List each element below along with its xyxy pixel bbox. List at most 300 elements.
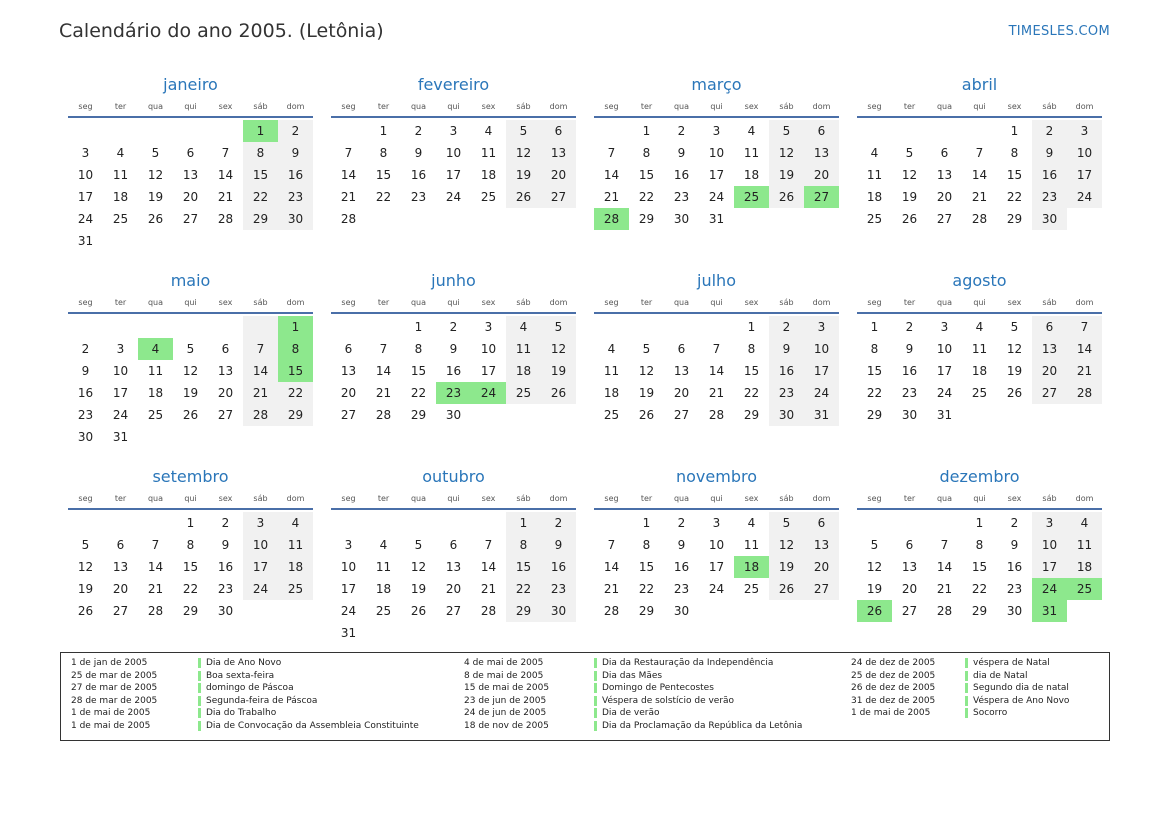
weekday-label: sex bbox=[218, 297, 233, 307]
weekday-label: qui bbox=[973, 101, 986, 111]
empty-cell bbox=[594, 120, 629, 142]
empty-cell bbox=[366, 316, 401, 338]
holiday-day: 1 bbox=[243, 120, 278, 142]
weekday-header bbox=[857, 292, 1102, 314]
day-cell: 15 bbox=[638, 560, 655, 574]
weekday-label: dom bbox=[549, 493, 568, 503]
day-cell: 4 bbox=[506, 316, 541, 338]
day-cell: 5 bbox=[506, 120, 541, 142]
day-cell: 19 bbox=[638, 386, 655, 400]
day-cell: 8 bbox=[379, 146, 388, 160]
day-cell: 14 bbox=[147, 560, 164, 574]
weekday-header bbox=[857, 96, 1102, 118]
day-cell: 28 bbox=[1067, 382, 1102, 404]
month-name: agosto bbox=[952, 271, 1007, 290]
day-cell: 29 bbox=[1006, 212, 1023, 226]
day-cell: 15 bbox=[506, 556, 541, 578]
day-cell: 16 bbox=[278, 164, 313, 186]
day-cell: 20 bbox=[112, 582, 129, 596]
holiday-day: 4 bbox=[138, 338, 173, 360]
weekday-label: sex bbox=[481, 297, 496, 307]
holiday-day: 24 bbox=[471, 382, 506, 404]
day-cell: 25 bbox=[375, 604, 392, 618]
day-cell: 3 bbox=[449, 124, 458, 138]
month-name: abril bbox=[961, 75, 998, 94]
day-cell: 4 bbox=[116, 146, 125, 160]
day-cell: 30 bbox=[901, 408, 918, 422]
day-cell: 9 bbox=[221, 538, 230, 552]
empty-cell bbox=[331, 512, 366, 534]
day-cell: 2 bbox=[905, 320, 914, 334]
weekday-label: sex bbox=[1007, 297, 1022, 307]
month-janeiro bbox=[68, 74, 313, 270]
day-cell: 12 bbox=[77, 560, 94, 574]
day-cell: 9 bbox=[769, 338, 804, 360]
day-cell: 1 bbox=[506, 512, 541, 534]
weekday-label: seg bbox=[604, 297, 619, 307]
day-cell: 25 bbox=[506, 382, 541, 404]
day-cell: 2 bbox=[449, 320, 458, 334]
empty-cell bbox=[103, 120, 138, 142]
day-cell: 31 bbox=[112, 430, 129, 444]
day-cell: 13 bbox=[901, 560, 918, 574]
empty-cell bbox=[366, 512, 401, 534]
day-cell: 10 bbox=[936, 342, 953, 356]
day-cell: 18 bbox=[278, 556, 313, 578]
day-cell: 30 bbox=[673, 212, 690, 226]
day-cell: 29 bbox=[182, 604, 199, 618]
empty-cell bbox=[138, 120, 173, 142]
day-cell: 5 bbox=[769, 512, 804, 534]
day-cell: 20 bbox=[182, 190, 199, 204]
holiday-day: 8 bbox=[278, 338, 313, 360]
day-cell: 13 bbox=[541, 142, 576, 164]
day-cell: 22 bbox=[638, 190, 655, 204]
day-cell: 8 bbox=[243, 142, 278, 164]
weekday-label: ter bbox=[640, 297, 653, 307]
weekday-label: sáb bbox=[253, 493, 268, 503]
day-cell: 24 bbox=[1067, 186, 1102, 208]
day-cell: 5 bbox=[1010, 320, 1019, 334]
day-cell: 14 bbox=[375, 364, 392, 378]
day-cell: 7 bbox=[975, 146, 984, 160]
days-grid bbox=[594, 512, 839, 622]
weekday-label: dom bbox=[1075, 297, 1094, 307]
day-cell: 5 bbox=[905, 146, 914, 160]
day-cell: 3 bbox=[1067, 120, 1102, 142]
weekday-label: sáb bbox=[779, 101, 794, 111]
month-name: maio bbox=[170, 271, 211, 290]
day-cell: 14 bbox=[971, 168, 988, 182]
legend-date: 26 de dez de 2005 bbox=[851, 683, 936, 693]
day-cell: 18 bbox=[375, 582, 392, 596]
day-cell: 27 bbox=[445, 604, 462, 618]
day-cell: 9 bbox=[541, 534, 576, 556]
day-cell: 6 bbox=[221, 342, 230, 356]
day-cell: 28 bbox=[147, 604, 164, 618]
month-name: novembro bbox=[676, 467, 757, 486]
day-cell: 17 bbox=[340, 582, 357, 596]
day-cell: 1 bbox=[186, 516, 195, 530]
weekday-label: ter bbox=[377, 297, 390, 307]
month-name: junho bbox=[431, 271, 476, 290]
weekday-header bbox=[331, 96, 576, 118]
day-cell: 24 bbox=[445, 190, 462, 204]
day-cell: 3 bbox=[344, 538, 353, 552]
weekday-header bbox=[68, 96, 313, 118]
legend-holiday-name: Dia de verão bbox=[594, 708, 660, 718]
empty-cell bbox=[68, 120, 103, 142]
day-cell: 21 bbox=[936, 582, 953, 596]
day-cell: 25 bbox=[278, 578, 313, 600]
day-cell: 12 bbox=[866, 560, 883, 574]
day-cell: 7 bbox=[344, 146, 353, 160]
weekday-label: sáb bbox=[516, 101, 531, 111]
day-cell: 22 bbox=[866, 386, 883, 400]
day-cell: 22 bbox=[243, 186, 278, 208]
day-cell: 17 bbox=[936, 364, 953, 378]
day-cell: 20 bbox=[217, 386, 234, 400]
empty-cell bbox=[594, 512, 629, 534]
weekday-label: qua bbox=[936, 101, 953, 111]
weekday-label: seg bbox=[867, 297, 882, 307]
day-cell: 25 bbox=[971, 386, 988, 400]
day-cell: 9 bbox=[677, 538, 686, 552]
day-cell: 11 bbox=[603, 364, 620, 378]
day-cell: 24 bbox=[243, 578, 278, 600]
empty-cell bbox=[243, 316, 278, 338]
weekday-label: qua bbox=[147, 297, 164, 307]
day-cell: 9 bbox=[905, 342, 914, 356]
day-cell: 3 bbox=[940, 320, 949, 334]
day-cell: 10 bbox=[804, 338, 839, 360]
empty-cell bbox=[594, 316, 629, 338]
day-cell: 16 bbox=[541, 556, 576, 578]
day-cell: 10 bbox=[708, 146, 725, 160]
day-cell: 18 bbox=[112, 190, 129, 204]
day-cell: 24 bbox=[340, 604, 357, 618]
day-cell: 31 bbox=[936, 408, 953, 422]
day-cell: 30 bbox=[673, 604, 690, 618]
weekday-label: sex bbox=[744, 493, 759, 503]
holiday-day: 25 bbox=[1067, 578, 1102, 600]
day-cell: 1 bbox=[975, 516, 984, 530]
day-cell: 10 bbox=[243, 534, 278, 556]
weekday-label: qui bbox=[447, 101, 460, 111]
day-cell: 23 bbox=[1006, 582, 1023, 596]
weekday-label: sex bbox=[744, 101, 759, 111]
day-cell: 14 bbox=[243, 360, 278, 382]
month-junho bbox=[331, 270, 576, 466]
day-cell: 22 bbox=[182, 582, 199, 596]
day-cell: 21 bbox=[603, 190, 620, 204]
month-name: julho bbox=[697, 271, 736, 290]
legend-holiday-name: Véspera de Ano Novo bbox=[965, 696, 1069, 706]
day-cell: 17 bbox=[804, 360, 839, 382]
day-cell: 1 bbox=[379, 124, 388, 138]
month-fevereiro bbox=[331, 74, 576, 270]
day-cell: 24 bbox=[112, 408, 129, 422]
day-cell: 11 bbox=[1067, 534, 1102, 556]
month-março bbox=[594, 74, 839, 270]
day-cell: 25 bbox=[480, 190, 497, 204]
day-cell: 18 bbox=[506, 360, 541, 382]
weekday-header bbox=[331, 488, 576, 510]
day-cell: 17 bbox=[480, 364, 497, 378]
day-cell: 19 bbox=[410, 582, 427, 596]
weekday-label: ter bbox=[114, 297, 127, 307]
legend-holiday-name: Dia de Ano Novo bbox=[198, 658, 281, 668]
legend-holiday-name: domingo de Páscoa bbox=[198, 683, 294, 693]
day-cell: 29 bbox=[410, 408, 427, 422]
weekday-label: sáb bbox=[779, 493, 794, 503]
days-grid bbox=[68, 120, 313, 252]
legend-date: 1 de mai de 2005 bbox=[71, 720, 151, 731]
day-cell: 25 bbox=[147, 408, 164, 422]
day-cell: 30 bbox=[1006, 604, 1023, 618]
day-cell: 16 bbox=[445, 364, 462, 378]
holiday-day: 1 bbox=[278, 316, 313, 338]
day-cell: 23 bbox=[901, 386, 918, 400]
day-cell: 19 bbox=[866, 582, 883, 596]
day-cell: 20 bbox=[673, 386, 690, 400]
day-cell: 12 bbox=[901, 168, 918, 182]
day-cell: 17 bbox=[112, 386, 129, 400]
day-cell: 7 bbox=[151, 538, 160, 552]
day-cell: 22 bbox=[410, 386, 427, 400]
day-cell: 29 bbox=[638, 212, 655, 226]
day-cell: 10 bbox=[445, 146, 462, 160]
weekday-label: qua bbox=[673, 493, 690, 503]
day-cell: 21 bbox=[708, 386, 725, 400]
weekday-label: sáb bbox=[1042, 493, 1057, 503]
day-cell: 20 bbox=[936, 190, 953, 204]
days-grid bbox=[68, 316, 313, 448]
legend-holiday-name: Véspera de solstício de verão bbox=[594, 696, 734, 706]
day-cell: 9 bbox=[677, 146, 686, 160]
weekday-label: qui bbox=[710, 101, 723, 111]
days-grid bbox=[857, 120, 1102, 230]
day-cell: 6 bbox=[186, 146, 195, 160]
empty-cell bbox=[857, 512, 892, 534]
day-cell: 29 bbox=[971, 604, 988, 618]
day-cell: 19 bbox=[901, 190, 918, 204]
weekday-label: qua bbox=[147, 101, 164, 111]
day-cell: 27 bbox=[804, 578, 839, 600]
day-cell: 21 bbox=[340, 190, 357, 204]
site-link[interactable]: TIMESLES.COM bbox=[1008, 24, 1110, 39]
day-cell: 10 bbox=[480, 342, 497, 356]
day-cell: 14 bbox=[936, 560, 953, 574]
day-cell: 11 bbox=[743, 538, 760, 552]
day-cell: 22 bbox=[278, 382, 313, 404]
month-name: março bbox=[691, 75, 742, 94]
day-cell: 26 bbox=[769, 186, 804, 208]
day-cell: 9 bbox=[414, 146, 423, 160]
empty-cell bbox=[331, 316, 366, 338]
legend-holiday-name: dia de Natal bbox=[965, 671, 1028, 681]
day-cell: 19 bbox=[769, 164, 804, 186]
day-cell: 8 bbox=[642, 146, 651, 160]
empty-cell bbox=[401, 512, 436, 534]
empty-cell bbox=[436, 512, 471, 534]
day-cell: 22 bbox=[743, 386, 760, 400]
day-cell: 27 bbox=[673, 408, 690, 422]
weekday-label: qua bbox=[410, 493, 427, 503]
legend-holiday-name: Segunda-feira de Páscoa bbox=[198, 696, 317, 706]
holiday-day: 27 bbox=[804, 186, 839, 208]
day-cell: 27 bbox=[217, 408, 234, 422]
day-cell: 2 bbox=[414, 124, 423, 138]
day-cell: 28 bbox=[936, 604, 953, 618]
day-cell: 6 bbox=[940, 146, 949, 160]
day-cell: 23 bbox=[673, 582, 690, 596]
day-cell: 26 bbox=[182, 408, 199, 422]
weekday-label: qui bbox=[184, 101, 197, 111]
day-cell: 9 bbox=[1032, 142, 1067, 164]
empty-cell bbox=[927, 512, 962, 534]
day-cell: 11 bbox=[480, 146, 497, 160]
day-cell: 14 bbox=[603, 168, 620, 182]
day-cell: 20 bbox=[340, 386, 357, 400]
day-cell: 13 bbox=[217, 364, 234, 378]
weekday-label: sáb bbox=[253, 297, 268, 307]
day-cell: 6 bbox=[677, 342, 686, 356]
month-name: dezembro bbox=[939, 467, 1020, 486]
day-cell: 8 bbox=[870, 342, 879, 356]
day-cell: 23 bbox=[77, 408, 94, 422]
day-cell: 26 bbox=[1006, 386, 1023, 400]
calendar-grid bbox=[68, 74, 1102, 656]
day-cell: 4 bbox=[870, 146, 879, 160]
day-cell: 7 bbox=[607, 146, 616, 160]
weekday-label: ter bbox=[377, 101, 390, 111]
empty-cell bbox=[208, 120, 243, 142]
weekday-label: ter bbox=[903, 493, 916, 503]
day-cell: 4 bbox=[747, 516, 756, 530]
day-cell: 2 bbox=[677, 124, 686, 138]
month-novembro bbox=[594, 466, 839, 656]
day-cell: 23 bbox=[541, 578, 576, 600]
day-cell: 28 bbox=[375, 408, 392, 422]
weekday-label: dom bbox=[812, 297, 831, 307]
day-cell: 18 bbox=[480, 168, 497, 182]
empty-cell bbox=[208, 316, 243, 338]
weekday-label: dom bbox=[1075, 101, 1094, 111]
day-cell: 11 bbox=[147, 364, 164, 378]
day-cell: 8 bbox=[747, 342, 756, 356]
month-name: janeiro bbox=[163, 75, 218, 94]
day-cell: 15 bbox=[182, 560, 199, 574]
day-cell: 24 bbox=[804, 382, 839, 404]
weekday-label: qui bbox=[447, 493, 460, 503]
day-cell: 2 bbox=[541, 512, 576, 534]
weekday-label: seg bbox=[341, 297, 356, 307]
weekday-label: dom bbox=[1075, 493, 1094, 503]
legend-date: 24 de dez de 2005 bbox=[851, 658, 936, 668]
day-cell: 15 bbox=[971, 560, 988, 574]
day-cell: 9 bbox=[1010, 538, 1019, 552]
day-cell: 9 bbox=[449, 342, 458, 356]
day-cell: 21 bbox=[1067, 360, 1102, 382]
weekday-label: sex bbox=[1007, 101, 1022, 111]
days-grid bbox=[331, 120, 576, 230]
weekday-label: qua bbox=[936, 297, 953, 307]
legend-date: 25 de mar de 2005 bbox=[71, 670, 158, 681]
day-cell: 5 bbox=[870, 538, 879, 552]
legend-holiday-name: Socorro bbox=[965, 708, 1007, 718]
day-cell: 21 bbox=[217, 190, 234, 204]
day-cell: 28 bbox=[708, 408, 725, 422]
holiday-day: 31 bbox=[1032, 600, 1067, 622]
weekday-label: qua bbox=[673, 297, 690, 307]
weekday-header bbox=[594, 96, 839, 118]
day-cell: 26 bbox=[147, 212, 164, 226]
holiday-day: 26 bbox=[857, 600, 892, 622]
day-cell: 30 bbox=[1032, 208, 1067, 230]
day-cell: 17 bbox=[445, 168, 462, 182]
day-cell: 5 bbox=[642, 342, 651, 356]
weekday-label: qua bbox=[936, 493, 953, 503]
legend-date: 1 de mai de 2005 bbox=[851, 708, 931, 718]
day-cell: 18 bbox=[971, 364, 988, 378]
legend-date: 1 de jan de 2005 bbox=[71, 658, 148, 668]
day-cell: 30 bbox=[217, 604, 234, 618]
day-cell: 31 bbox=[804, 404, 839, 426]
weekday-label: dom bbox=[286, 101, 305, 111]
day-cell: 13 bbox=[804, 534, 839, 556]
weekday-label: dom bbox=[286, 493, 305, 503]
day-cell: 26 bbox=[541, 382, 576, 404]
day-cell: 8 bbox=[186, 538, 195, 552]
weekday-header bbox=[68, 292, 313, 314]
day-cell: 24 bbox=[708, 190, 725, 204]
day-cell: 6 bbox=[804, 512, 839, 534]
day-cell: 23 bbox=[410, 190, 427, 204]
weekday-label: qui bbox=[710, 493, 723, 503]
day-cell: 11 bbox=[743, 146, 760, 160]
day-cell: 3 bbox=[484, 320, 493, 334]
month-name: fevereiro bbox=[417, 75, 490, 94]
day-cell: 4 bbox=[484, 124, 493, 138]
weekday-label: ter bbox=[114, 493, 127, 503]
empty-cell bbox=[892, 120, 927, 142]
day-cell: 7 bbox=[940, 538, 949, 552]
day-cell: 5 bbox=[541, 316, 576, 338]
empty-cell bbox=[664, 316, 699, 338]
legend-date: 27 de mar de 2005 bbox=[71, 683, 158, 693]
weekday-label: seg bbox=[78, 101, 93, 111]
month-outubro bbox=[331, 466, 576, 656]
day-cell: 2 bbox=[221, 516, 230, 530]
day-cell: 21 bbox=[375, 386, 392, 400]
day-cell: 16 bbox=[77, 386, 94, 400]
day-cell: 18 bbox=[743, 168, 760, 182]
weekday-label: sex bbox=[744, 297, 759, 307]
weekday-label: qui bbox=[973, 493, 986, 503]
day-cell: 3 bbox=[1032, 512, 1067, 534]
day-cell: 14 bbox=[340, 168, 357, 182]
day-cell: 13 bbox=[673, 364, 690, 378]
day-cell: 11 bbox=[506, 338, 541, 360]
weekday-label: dom bbox=[549, 297, 568, 307]
day-cell: 29 bbox=[243, 208, 278, 230]
holiday-day: 24 bbox=[1032, 578, 1067, 600]
weekday-label: seg bbox=[867, 493, 882, 503]
day-cell: 10 bbox=[112, 364, 129, 378]
weekday-label: seg bbox=[341, 101, 356, 111]
day-cell: 26 bbox=[506, 186, 541, 208]
